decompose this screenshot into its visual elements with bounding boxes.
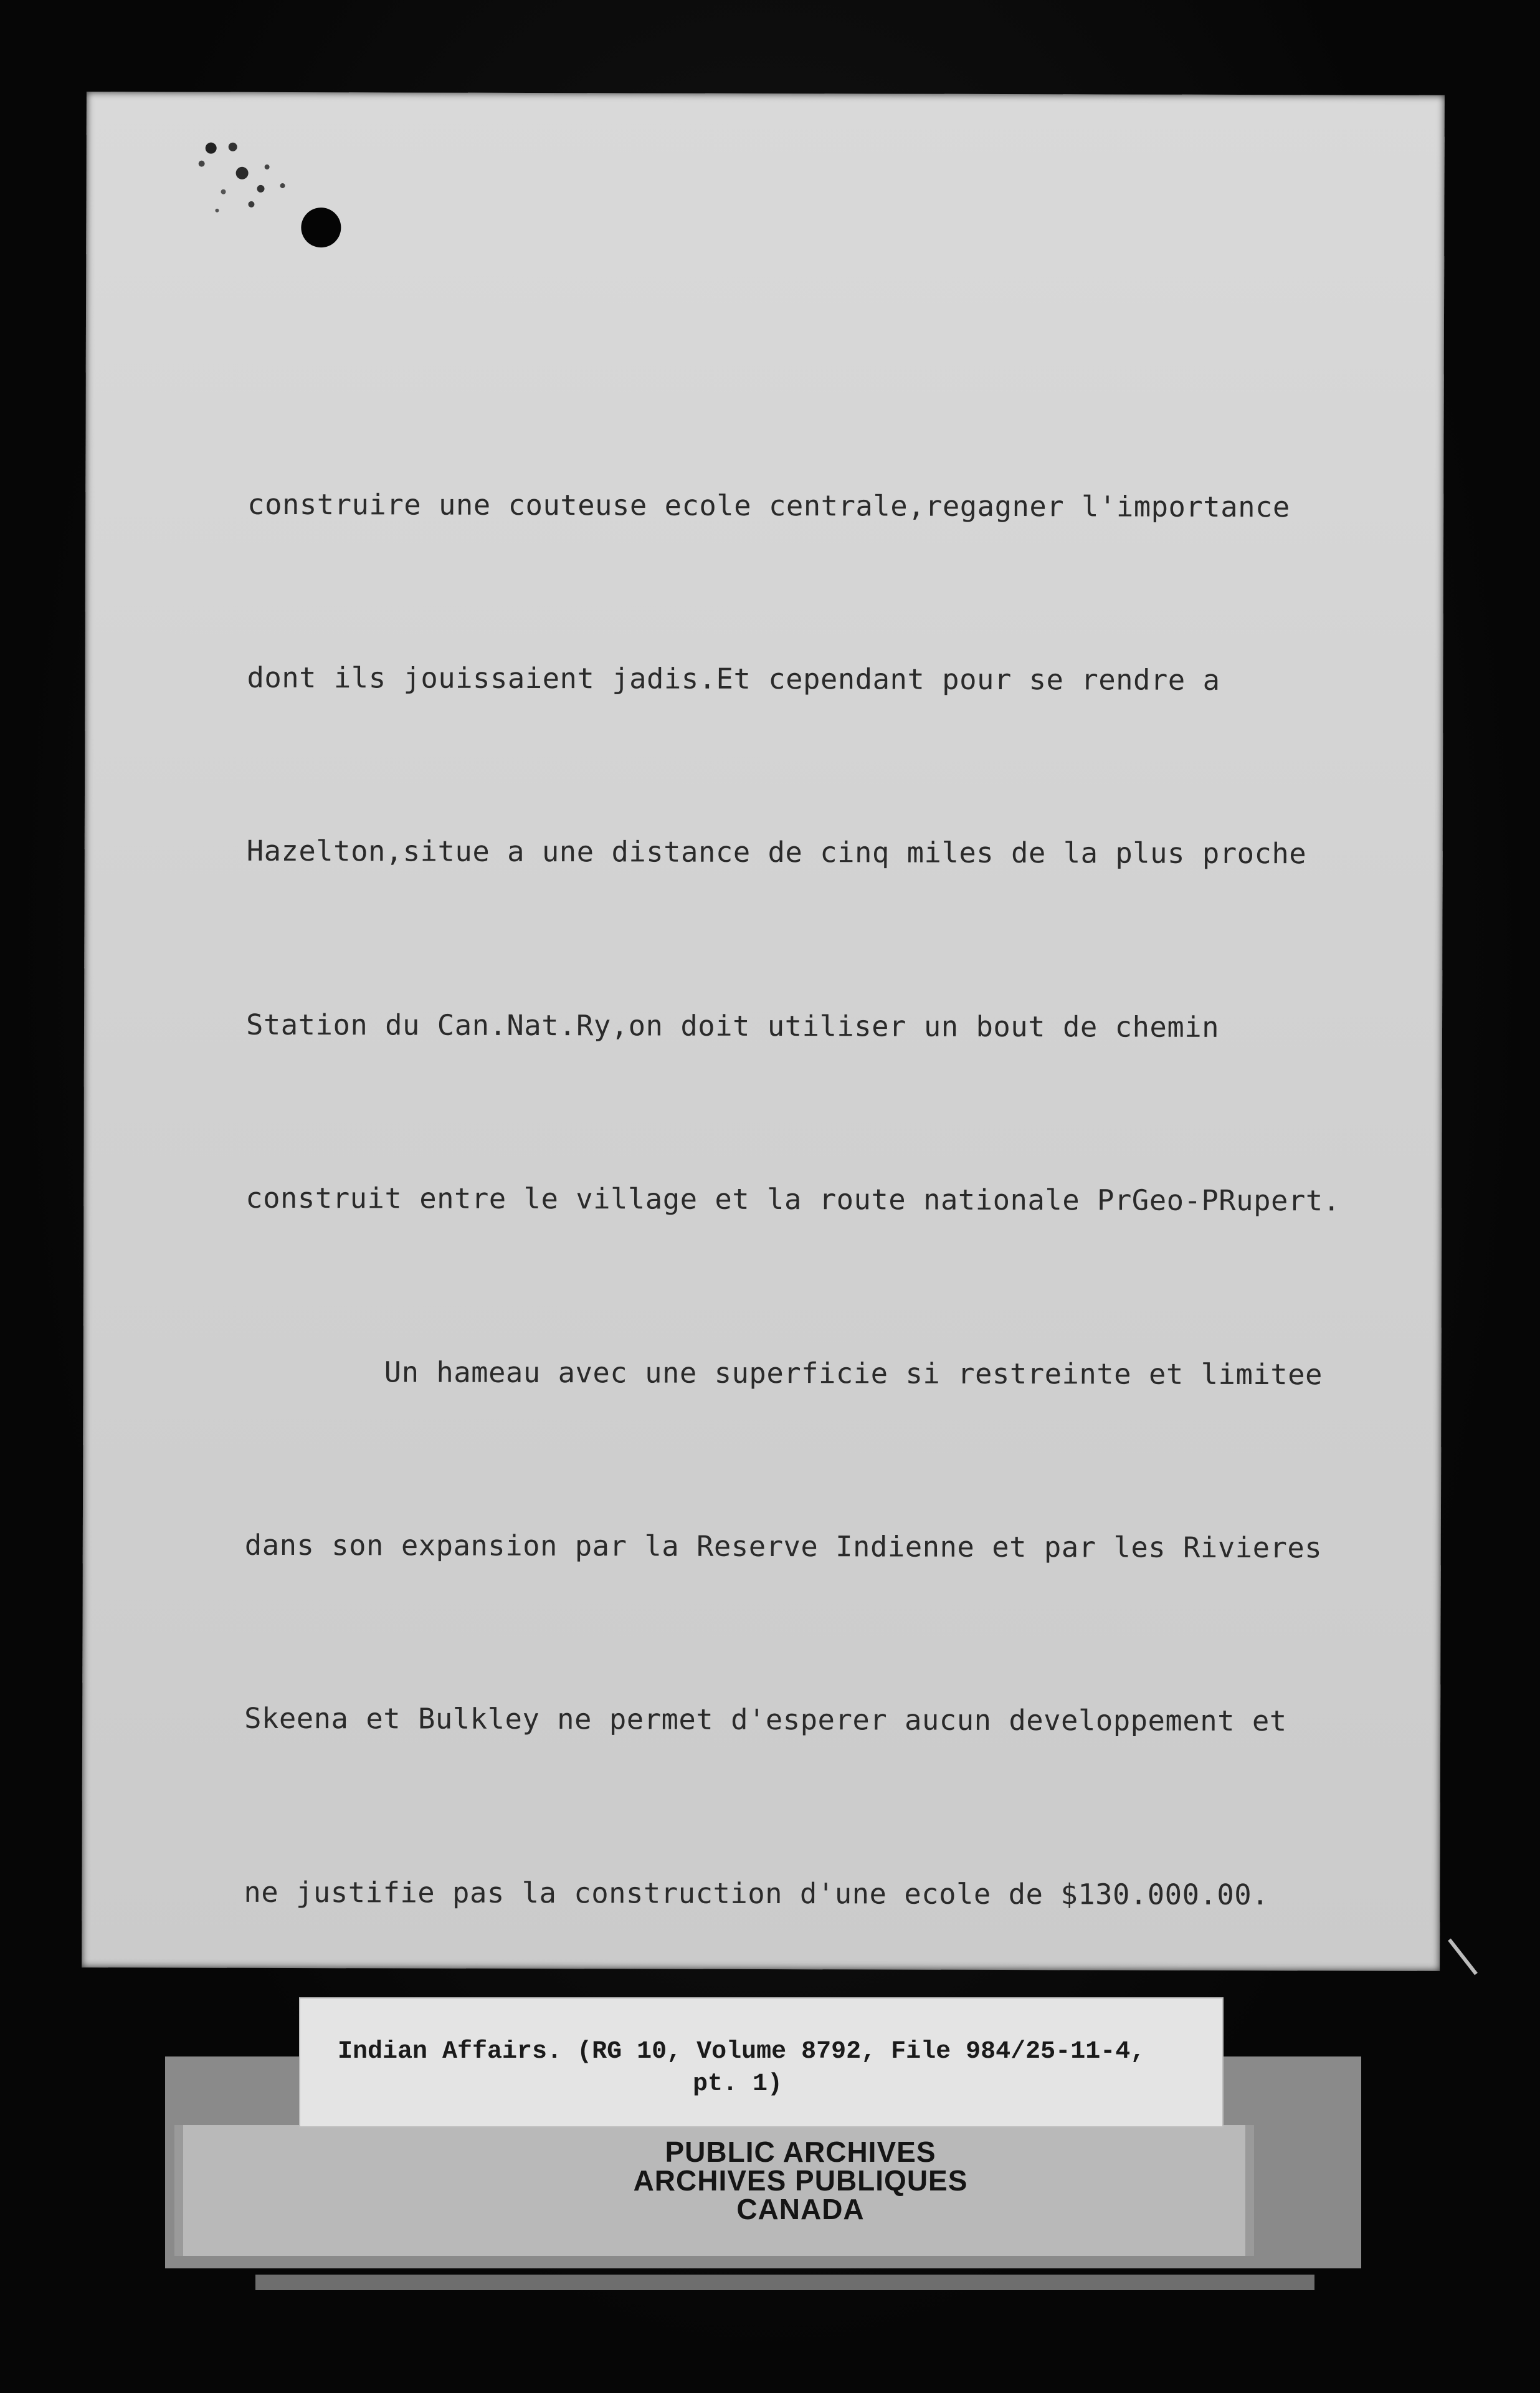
stamp-line2: ARCHIVES PUBLIQUES [633, 2164, 968, 2197]
slide-holder-strip [255, 2275, 1314, 2290]
archive-reference-line2: pt. 1) [693, 2070, 783, 2098]
archive-reference-text [338, 2036, 1210, 2101]
text-line: dont ils jouissaient jadis.Et cependant pour se rendre a [247, 661, 1220, 697]
text-line: Station du Can.Nat.Ry,on doit utiliser un bout de chemin [245, 1008, 1220, 1044]
archive-reference-label [299, 1997, 1224, 2128]
stamp-line1: PUBLIC ARCHIVES [665, 2136, 936, 2168]
stamp-line3: CANADA [736, 2193, 865, 2225]
archive-reference-line1: Indian Affairs. (RG 10, Volume 8792, File 984/25-11-4, [338, 2038, 1146, 2066]
public-archives-stamp [374, 2137, 1227, 2223]
typed-text-body [235, 360, 1432, 1971]
text-line: Skeena et Bulkley ne permet d'esperer aucun developpement et [244, 1702, 1287, 1738]
text-line: construire une couteuse ecole centrale,regagner l'importance [247, 487, 1290, 523]
document-page [82, 92, 1445, 1971]
text-line: construit entre le village et la route nationale PrGeo-PRupert. [245, 1181, 1341, 1218]
text-line: Hazelton,situe a une distance de cinq miles de la plus proche [246, 834, 1307, 871]
text-line: Un hameau avec une superficie si restreinte et limitee [245, 1355, 1323, 1391]
punch-hole [301, 208, 341, 247]
text-line: ne justifie pas la construction d'une ecole de $130.000.00. [244, 1875, 1270, 1911]
text-line: dans son expansion par la Reserve Indienne et par les Rivieres [244, 1528, 1323, 1565]
